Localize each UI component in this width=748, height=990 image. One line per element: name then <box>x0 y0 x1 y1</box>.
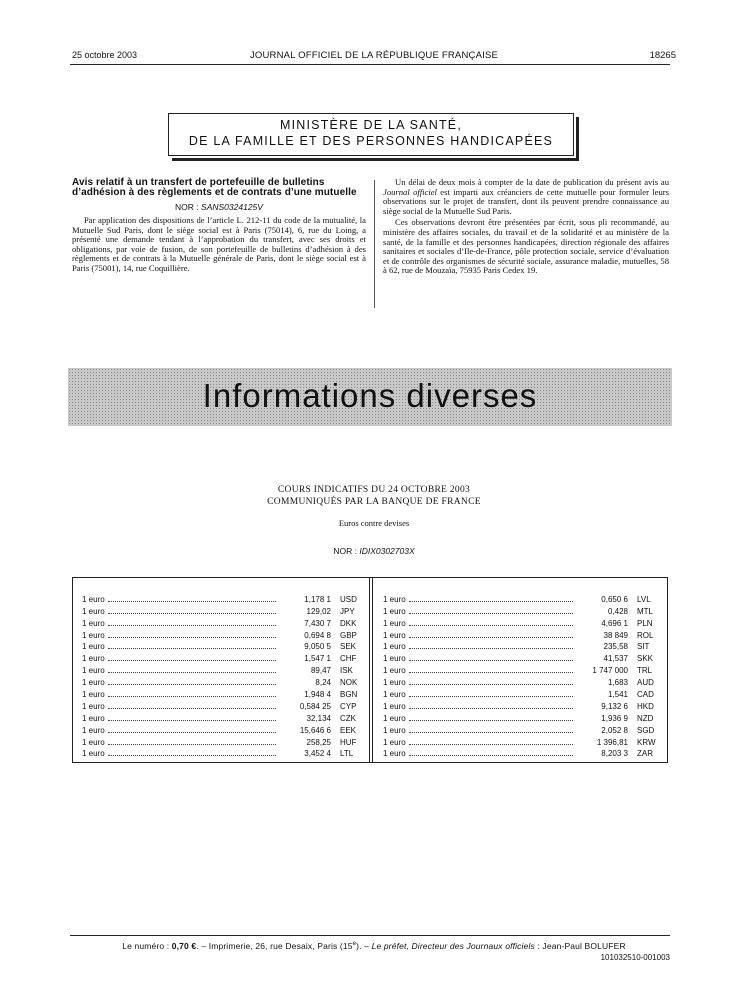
rate-row <box>82 723 362 735</box>
rate-value: 1 396,81 <box>596 737 628 747</box>
rate-currency: PLN <box>637 618 653 628</box>
rate-row <box>82 616 362 628</box>
rate-currency: DKK <box>340 618 357 628</box>
rate-row <box>383 628 659 640</box>
rate-currency: CZK <box>340 713 356 723</box>
rate-label: 1 euro <box>82 606 105 616</box>
rate-leader-dots <box>108 601 276 602</box>
rate-leader-dots <box>108 732 276 733</box>
rate-label: 1 euro <box>383 654 406 664</box>
rate-currency: SEK <box>340 642 357 652</box>
header-page-number: 18265 <box>649 50 676 61</box>
rate-row <box>383 651 659 663</box>
rate-leader-dots <box>108 660 276 661</box>
cours-title-line1: COURS INDICATIFS DU 24 OCTOBRE 2003 <box>277 485 471 495</box>
rate-value: 15,646 6 <box>299 725 331 735</box>
rate-currency: TRL <box>637 666 653 676</box>
avis-nor <box>72 202 366 212</box>
footer-code: 101032510-001003 <box>600 953 670 962</box>
avis-paragraph-2-journal: Journal officiel <box>383 186 437 197</box>
ministry-title-line2: DE LA FAMILLE ET DES PERSONNES HANDICAPÉES <box>188 134 554 148</box>
footer-imprint <box>0 941 748 951</box>
rates-left-column <box>82 592 362 758</box>
rate-currency: BGN <box>340 690 358 700</box>
rate-value: 3,452 4 <box>304 749 331 759</box>
avis-paragraph-3: Ces observations devront être présentées par écrit, sous pli recommandé, au ministère des affaires sociales, du travail et de la solidarité et au ministère de la santé, de la famille et des personnes handicapées, direction régionale des affaires sanitaires et sociales d’Ile-de-France, pôle protection sociale, service d’évaluation et de contrôle des organismes de sécurité sociale, assurance maladie, mutuelles, 58 à 62, rue de Mouzaïa, 75935 Paris Cedex 19. <box>383 217 669 276</box>
rate-currency: ROL <box>637 630 654 640</box>
rate-currency: SIT <box>637 642 650 652</box>
rates-right-column <box>383 592 659 758</box>
header-rule <box>70 64 670 65</box>
rate-value: 0,694 8 <box>304 630 331 640</box>
rate-value: 8,203 3 <box>601 749 628 759</box>
avis-paragraph-2-end: est imparti aux créanciers de cette mutuelle pour formuler leurs observations sur le projet de transfert, dont ils peuvent prendre connaissance au siège social de la Mutuelle Sud Paris. <box>383 186 669 216</box>
rate-currency: CHF <box>340 654 357 664</box>
rate-leader-dots <box>108 637 276 638</box>
rate-leader-dots <box>409 637 573 638</box>
rate-row <box>82 628 362 640</box>
rate-leader-dots <box>108 744 276 745</box>
cours-nor <box>0 546 748 556</box>
rate-value: 41,537 <box>603 654 628 664</box>
rate-currency: SGD <box>637 725 655 735</box>
rate-row <box>383 687 659 699</box>
footer-price-label: Le numéro : <box>122 941 172 951</box>
rates-table-divider-inner <box>372 577 373 763</box>
rate-value: 235,58 <box>603 642 628 652</box>
rate-currency: NZD <box>637 713 654 723</box>
cours-nor-label: NOR : <box>333 546 360 556</box>
rate-value: 0,650 6 <box>601 594 628 604</box>
rate-value: 0,428 <box>607 606 628 616</box>
rate-leader-dots <box>409 625 573 626</box>
rate-label: 1 euro <box>82 654 105 664</box>
rate-leader-dots <box>409 720 573 721</box>
rate-value: 1,178 1 <box>304 594 331 604</box>
rate-label: 1 euro <box>82 594 105 604</box>
rate-leader-dots <box>409 660 573 661</box>
rate-label: 1 euro <box>82 666 105 676</box>
rate-label: 1 euro <box>82 725 105 735</box>
rate-row <box>82 711 362 723</box>
rate-row <box>383 604 659 616</box>
rate-leader-dots <box>108 613 276 614</box>
footer-rule <box>70 935 670 936</box>
rate-leader-dots <box>409 696 573 697</box>
avis-paragraph-2-start: Un délai de deux mois à compter de la date de publication du présent avis au <box>395 177 669 187</box>
rate-currency: ISK <box>340 666 353 676</box>
rate-label: 1 euro <box>383 678 406 688</box>
header-journal-title: JOURNAL OFFICIEL DE LA RÉPUBLIQUE FRANÇAISE <box>249 50 499 61</box>
rate-leader-dots <box>108 684 276 685</box>
rate-row <box>383 699 659 711</box>
rate-currency: USD <box>340 594 357 604</box>
rate-row <box>383 747 659 759</box>
rate-currency: AUD <box>637 678 654 688</box>
rate-row <box>82 651 362 663</box>
rate-row <box>82 592 362 604</box>
rate-leader-dots <box>409 708 573 709</box>
rate-row <box>82 699 362 711</box>
rate-currency: CAD <box>637 690 654 700</box>
rate-row <box>383 723 659 735</box>
footer-price-value: 0,70 € <box>171 941 197 951</box>
rate-row <box>82 735 362 747</box>
rate-label: 1 euro <box>383 606 406 616</box>
rate-row <box>82 675 362 687</box>
rate-value: 4,696 1 <box>601 618 628 628</box>
rate-value: 1,541 <box>607 690 628 700</box>
rate-value: 1 747 000 <box>592 666 628 676</box>
rate-value: 1,547 1 <box>304 654 331 664</box>
rate-leader-dots <box>409 613 573 614</box>
rate-leader-dots <box>409 648 573 649</box>
rate-label: 1 euro <box>383 594 406 604</box>
rate-currency: JPY <box>340 606 355 616</box>
rate-currency: GBP <box>340 630 357 640</box>
rate-leader-dots <box>409 684 573 685</box>
rate-value: 0,584 25 <box>299 701 331 711</box>
rate-leader-dots <box>108 708 276 709</box>
rate-label: 1 euro <box>82 678 105 688</box>
rate-leader-dots <box>108 672 276 673</box>
rate-currency: MTL <box>637 606 653 616</box>
rate-label: 1 euro <box>383 630 406 640</box>
rate-row <box>82 747 362 759</box>
rate-currency: NOK <box>340 678 358 688</box>
avis-nor-label: NOR : <box>175 202 202 212</box>
footer-printer-sup: e <box>352 941 357 948</box>
cours-nor-value: IDIX0302703X <box>359 546 415 556</box>
rate-label: 1 euro <box>383 725 406 735</box>
rate-value: 258,25 <box>306 737 331 747</box>
rate-value: 9,132 6 <box>601 701 628 711</box>
footer-prefect: Le préfet, Directeur des Journaux officiels <box>371 941 535 951</box>
avis-title: Avis relatif à un transfert de portefeuille de bulletins d’adhésion à des règlements et de contrats d’une mutuelle <box>72 177 357 198</box>
rate-leader-dots <box>108 755 276 756</box>
rate-currency: KRW <box>637 737 656 747</box>
rate-label: 1 euro <box>383 701 406 711</box>
footer-printer-end: ). – <box>356 941 372 951</box>
rate-value: 32,134 <box>306 713 331 723</box>
header-date: 25 octobre 2003 <box>72 50 138 60</box>
avis-left-column <box>72 178 366 276</box>
rate-row <box>383 711 659 723</box>
rate-label: 1 euro <box>383 666 406 676</box>
rate-leader-dots <box>409 672 573 673</box>
avis-right-column <box>383 178 669 278</box>
rate-leader-dots <box>108 648 276 649</box>
rate-label: 1 euro <box>383 737 406 747</box>
rate-label: 1 euro <box>383 713 406 723</box>
rate-label: 1 euro <box>82 713 105 723</box>
rate-row <box>383 616 659 628</box>
rate-value: 38 849 <box>603 630 628 640</box>
rate-label: 1 euro <box>82 690 105 700</box>
rate-row <box>383 640 659 652</box>
rate-row <box>383 735 659 747</box>
rate-leader-dots <box>409 601 573 602</box>
avis-paragraph-2 <box>383 178 669 216</box>
section-banner-title: Informations diverses <box>202 377 538 414</box>
footer-printer: . – Imprimerie, 26, rue Desaix, Paris (15 <box>196 941 353 951</box>
column-divider <box>374 180 375 308</box>
rate-leader-dots <box>409 755 573 756</box>
rate-row <box>82 640 362 652</box>
rate-value: 129,02 <box>306 606 331 616</box>
rate-currency: CYP <box>340 701 357 711</box>
cours-title-line2: COMMUNIQUÉS PAR LA BANQUE DE FRANCE <box>267 497 481 507</box>
rate-currency: EEK <box>340 725 357 735</box>
rate-leader-dots <box>409 744 573 745</box>
rate-label: 1 euro <box>383 642 406 652</box>
avis-nor-value: SANS0324125V <box>201 202 263 212</box>
footer-signer: : Jean-Paul BOLUFER <box>534 941 626 951</box>
avis-paragraph-1: Par application des dispositions de l’article L. 212-11 du code de la mutualité, la Mutuelle Sud Paris, dont le siège social est à Paris (75014), 6, rue du Loing, a présenté une demande tendant à l’approbation du transfert, avec ses droits et obligations, par voie de fusion, de son portefeuille de bulletins d’adhésion à des règlements et de contrats à la Mutuelle générale de Paris, dont le siège social est à Paris (75001), 14, rue Coquillière. <box>72 215 366 273</box>
rates-table-divider <box>369 577 370 763</box>
rate-value: 7,430 7 <box>304 618 331 628</box>
rate-value: 9,050 5 <box>304 642 331 652</box>
rate-label: 1 euro <box>82 618 105 628</box>
rate-label: 1 euro <box>82 737 105 747</box>
rate-currency: LTL <box>340 749 354 759</box>
rate-label: 1 euro <box>82 749 105 759</box>
rate-row <box>82 687 362 699</box>
cours-subtitle: Euros contre devises <box>338 518 410 528</box>
rate-leader-dots <box>409 732 573 733</box>
rate-label: 1 euro <box>82 630 105 640</box>
rate-row <box>383 663 659 675</box>
rate-currency: HUF <box>340 737 357 747</box>
rate-value: 1,936 9 <box>601 713 628 723</box>
rate-label: 1 euro <box>82 701 105 711</box>
rate-currency: LVL <box>637 594 651 604</box>
rate-label: 1 euro <box>383 749 406 759</box>
rate-leader-dots <box>108 720 276 721</box>
rate-value: 89,47 <box>310 666 331 676</box>
rate-value: 1,683 <box>607 678 628 688</box>
rate-leader-dots <box>108 625 276 626</box>
rate-value: 1,948 4 <box>304 690 331 700</box>
rate-value: 8,24 <box>315 678 331 688</box>
rate-row <box>82 663 362 675</box>
rate-row <box>82 604 362 616</box>
rate-value: 2,052 8 <box>601 725 628 735</box>
rate-label: 1 euro <box>383 690 406 700</box>
rate-row <box>383 675 659 687</box>
rate-row <box>383 592 659 604</box>
rate-currency: HKD <box>637 701 654 711</box>
rate-currency: ZAR <box>637 749 653 759</box>
ministry-title-line1: MINISTÈRE DE LA SANTÉ, <box>280 118 462 132</box>
rate-label: 1 euro <box>82 642 105 652</box>
rate-label: 1 euro <box>383 618 406 628</box>
rate-currency: SKK <box>637 654 654 664</box>
rate-leader-dots <box>108 696 276 697</box>
